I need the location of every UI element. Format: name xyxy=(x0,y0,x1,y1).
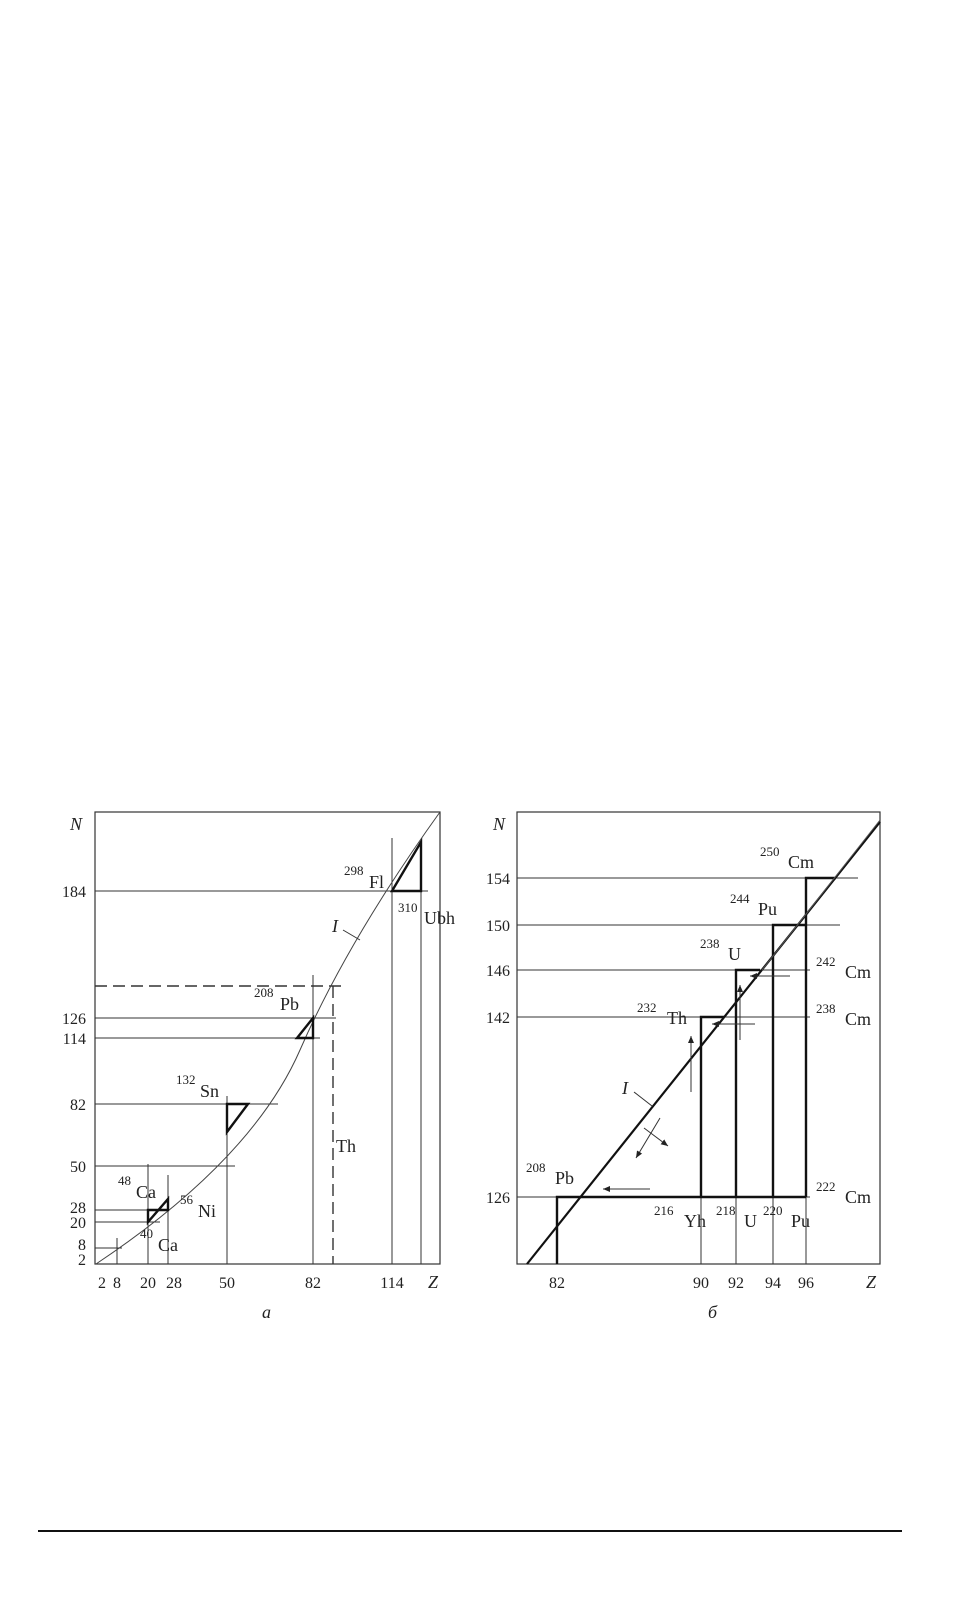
caption-a: а xyxy=(262,1302,271,1322)
nuclide-sym-fl298: Fl xyxy=(369,872,385,892)
y-tick-28: 28 xyxy=(70,1200,86,1217)
x-tick-2: 2 xyxy=(98,1275,106,1292)
curve-label-a: I xyxy=(332,916,338,936)
curve-label-b: I xyxy=(622,1078,628,1098)
y-tick-b-150: 150 xyxy=(486,918,510,935)
nuclide-sym-cm250: Cm xyxy=(788,852,815,872)
nuclide-sym-cm242: Cm xyxy=(845,962,872,982)
nuclide-mass-sn132: 132 xyxy=(176,1072,196,1087)
x-axis-label-a: Z xyxy=(428,1272,439,1292)
th-label: Th xyxy=(336,1136,356,1156)
nuclide-mass-cm242: 242 xyxy=(816,954,836,969)
nuclide-sym-cm222: Cm xyxy=(845,1187,872,1207)
y-tick-b-146: 146 xyxy=(486,963,510,980)
x-tick-20: 20 xyxy=(140,1275,156,1292)
nuclide-sym-pu244: Pu xyxy=(758,899,778,919)
nuclide-sym-ni56: Ni xyxy=(198,1201,216,1221)
nuclide-mass-fl298: 298 xyxy=(344,863,364,878)
nuclide-mass-ca40: 40 xyxy=(140,1226,153,1241)
y-tick-114: 114 xyxy=(62,1031,86,1048)
stability-line-b-ext xyxy=(762,820,880,970)
y-tick-2: 2 xyxy=(78,1252,86,1269)
x-tick-b-90: 90 xyxy=(693,1275,709,1292)
nuclide-sym-th232: Th xyxy=(667,1008,687,1028)
nuclide-sym-u238: U xyxy=(728,944,741,964)
nuclide-sym-pb208-b: Pb xyxy=(555,1168,575,1188)
path-th232 xyxy=(701,1017,724,1197)
nuclide-mass-pu244: 244 xyxy=(730,891,750,906)
caption-b: б xyxy=(708,1302,718,1322)
y-tick-20: 20 xyxy=(70,1215,86,1232)
nuclide-mass-pb208: 208 xyxy=(254,985,274,1000)
path-pu244 xyxy=(773,925,806,1197)
nuclide-sym-u218: U xyxy=(744,1211,757,1231)
panel-b xyxy=(486,812,880,1322)
nuclide-mass-pb208-b: 208 xyxy=(526,1160,546,1175)
nuclide-mass-yh216: 216 xyxy=(654,1203,674,1218)
nuclide-mass-pu220: 220 xyxy=(763,1203,783,1218)
y-tick-b-126: 126 xyxy=(486,1190,510,1207)
triangle-sn xyxy=(227,1104,248,1132)
nuclide-mass-ca48: 48 xyxy=(118,1173,131,1188)
y-tick-b-142: 142 xyxy=(486,1010,510,1027)
triangle-pb xyxy=(297,1018,313,1038)
nuclide-sym-cm238: Cm xyxy=(845,1009,872,1029)
y-tick-b-154: 154 xyxy=(486,871,510,888)
nuclide-mass-cm238: 238 xyxy=(816,1001,836,1016)
nuclide-sym-yh216: Yh xyxy=(684,1211,706,1231)
nuclide-mass-th232: 232 xyxy=(637,1000,657,1015)
path-cm250 xyxy=(806,878,836,1197)
x-tick-b-82: 82 xyxy=(549,1275,565,1292)
x-axis-label-b: Z xyxy=(866,1272,877,1292)
y-tick-82: 82 xyxy=(70,1097,86,1114)
nuclide-sym-sn132: Sn xyxy=(200,1081,220,1101)
page-footer-rule xyxy=(38,1530,902,1532)
y-tick-8: 8 xyxy=(78,1237,86,1254)
nuclide-sym-pb208: Pb xyxy=(280,994,300,1014)
triangle-fl-ubh xyxy=(392,842,421,891)
nuclide-mass-u218: 218 xyxy=(716,1203,736,1218)
nuclide-mass-u238: 238 xyxy=(700,936,720,951)
x-tick-b-96: 96 xyxy=(798,1275,814,1292)
nuclide-sym-ca48: Ca xyxy=(136,1182,156,1202)
x-tick-114: 114 xyxy=(380,1275,404,1292)
panel-a xyxy=(62,812,455,1322)
nuclide-sym-ubh310: Ubh xyxy=(424,908,455,928)
y-tick-184: 184 xyxy=(62,884,86,901)
x-tick-50: 50 xyxy=(219,1275,235,1292)
nuclide-mass-ni56: 56 xyxy=(180,1192,193,1207)
y-axis-label-a: N xyxy=(70,814,83,834)
nuclide-mass-cm250: 250 xyxy=(760,844,780,859)
x-tick-8: 8 xyxy=(113,1275,121,1292)
x-tick-b-92: 92 xyxy=(728,1275,744,1292)
nuclide-sym-pu220: Pu xyxy=(791,1211,811,1231)
x-tick-28: 28 xyxy=(166,1275,182,1292)
y-tick-50: 50 xyxy=(70,1159,86,1176)
curve-label-leader-b xyxy=(634,1092,652,1106)
nuclide-sym-ca40: Ca xyxy=(158,1235,178,1255)
x-tick-b-94: 94 xyxy=(765,1275,781,1292)
arrow-cross xyxy=(644,1128,668,1146)
nuclide-mass-cm222: 222 xyxy=(816,1179,836,1194)
y-axis-label-b: N xyxy=(493,814,506,834)
x-tick-82: 82 xyxy=(305,1275,321,1292)
nuclide-mass-ubh310: 310 xyxy=(398,900,418,915)
curve-label-leader-a xyxy=(343,930,360,940)
y-tick-126: 126 xyxy=(62,1011,86,1028)
